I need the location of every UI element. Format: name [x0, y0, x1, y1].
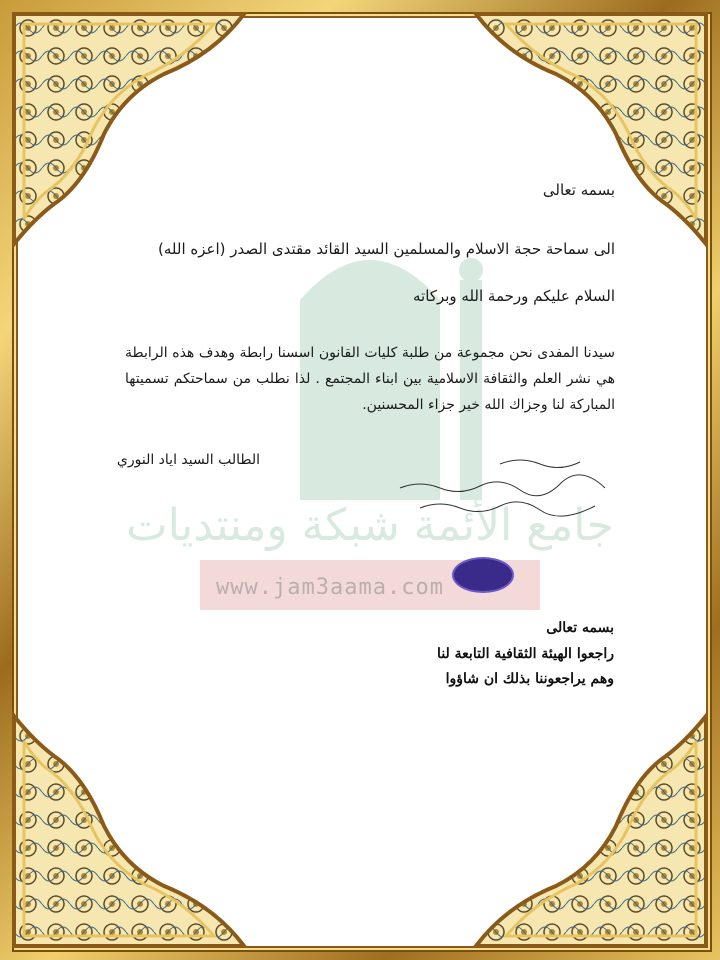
office-seal — [452, 557, 514, 593]
letter-salutation: السلام عليكم ورحمة الله وبركاته — [413, 287, 615, 305]
typed-reply-line-3: وهم يراجعوننا بذلك ان شاؤوا — [445, 671, 614, 687]
watermark-logo-text: جامع الأئمة شبكة ومنتديات — [126, 500, 614, 551]
typed-reply-line-1: بسمه تعالى — [546, 620, 614, 636]
ornament-corner-bottom-right — [476, 716, 706, 946]
ornament-corner-bottom-left — [14, 716, 244, 946]
letter-signature-student: الطالب السيد اياد النوري — [116, 452, 260, 468]
typed-reply-line-2: راجعوا الهيئة الثقافية التابعة لنا — [437, 646, 614, 662]
watermark-url: www.jam3aama.com — [216, 575, 444, 600]
letter-basmala: بسمه تعالى — [542, 181, 615, 199]
letter-address: الى سماحة حجة الاسلام والمسلمين السيد القائد مقتدى الصدر (اعزه الله) — [158, 240, 615, 258]
handwritten-reply — [380, 452, 620, 522]
letter-body: سيدنا المفدى نحن مجموعة من طلبة كليات القانون اسسنا رابطة وهدف هذه الرابطة هي نشر العلم والثقافة الاسلامية بين ابناء المجتمع . لذا نطلب من سماحتكم تسميتها المباركة لنا وجزاك الله خير جزاء المحسنين. — [125, 345, 615, 413]
